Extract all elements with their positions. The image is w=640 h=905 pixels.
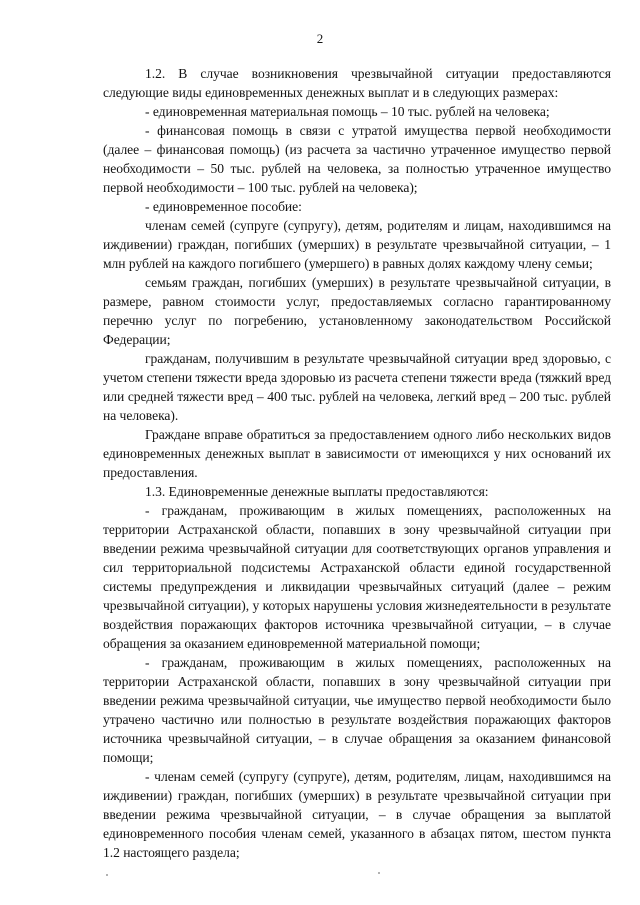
paragraph-financial-aid: - финансовая помощь в связи с утратой имущества первой необходимости (далее – финансовая помощь) (из расчета за частично утраченное имущество первой необходимости – 50 тыс. рублей на человека, за полностью утраченное имущество первой необходимости – 100 тыс. рублей на человека); [103, 123, 611, 195]
paragraph-lump-sum-benefit: - единовременное пособие: [145, 199, 302, 214]
paragraph-family-benefit: - членам семей (супругу (супруге), детям, родителям, лицам, находившимся на иждивении) граждан, погибших (умерших) в результате чрезвычайной ситуации при введении режима чрезвычайной ситуации, – в случае обращения за выплатой единовременного пособия членам семей, указанного в абзацах пятом, шестом пункта 1.2 настоящего раздела; [103, 769, 611, 860]
paragraph-1-2-intro: 1.2. В случае возникновения чрезвычайной ситуации предоставляются следующие виды единовременных денежных выплат и в следующих размерах: [103, 66, 611, 100]
paragraph-family-members: членам семей (супруге (супругу), детям, родителям и лицам, находившимся на иждивении) граждан, погибших (умерших) в результате чрезвычайной ситуации, – 1 млн рублей на каждого погибшего (умершего) в равных долях каждому члену семьи; [103, 218, 611, 271]
paragraph-health-harm: гражданам, получившим в результате чрезвычайной ситуации вред здоровью, с учетом степени тяжести вреда здоровью из расчета степени тяжести вреда (тяжкий вред или средней тяжести вред – 400 тыс. рублей на человека, легкий вред – 200 тыс. рублей на человека). [103, 351, 611, 423]
scan-speck [378, 872, 380, 874]
paragraph-1-3-intro: 1.3. Единовременные денежные выплаты предоставляются: [145, 484, 489, 499]
paragraph-funeral-services: семьям граждан, погибших (умерших) в результате чрезвычайной ситуации, в размере, равном стоимости услуг, предоставляемых согласно гарантированному перечню услуг по погребению, установленному законодательством Российской Федерации; [103, 275, 611, 347]
paragraph-residents-material-aid: - гражданам, проживающим в жилых помещениях, расположенных на территории Астраханской области, попавших в зону чрезвычайной ситуации при введении режима чрезвычайной ситуации для соответствующих органов управления и сил территориальной подсистемы Астраханской области единой государственной системы предупреждения и ликвидации чрезвычайных ситуаций (далее – режим чрезвычайной ситуации), у которых нарушены условия жизнедеятельности в результате воздействия поражающих факторов источника чрезвычайной ситуации, – в случае обращения за оказанием единовременной материальной помощи; [103, 503, 611, 651]
paragraph-material-aid: - единовременная материальная помощь – 10 тыс. рублей на человека; [145, 104, 550, 119]
scan-speck [106, 874, 108, 876]
paragraph-residents-financial-aid: - гражданам, проживающим в жилых помещениях, расположенных на территории Астраханской области, попавших в зону чрезвычайной ситуации при введении режима чрезвычайной ситуации, чье имущество первой необходимости было утрачено частично или полностью в результате воздействия поражающих факторов источника чрезвычайной ситуации, – в случае обращения за оказанием финансовой помощи; [103, 655, 611, 765]
document-body [103, 64, 611, 862]
paragraph-multiple-payments: Граждане вправе обратиться за предоставлением одного либо нескольких видов единовременных денежных выплат в зависимости от имеющихся у них оснований их предоставления. [103, 427, 611, 480]
page-number: 2 [316, 31, 324, 46]
